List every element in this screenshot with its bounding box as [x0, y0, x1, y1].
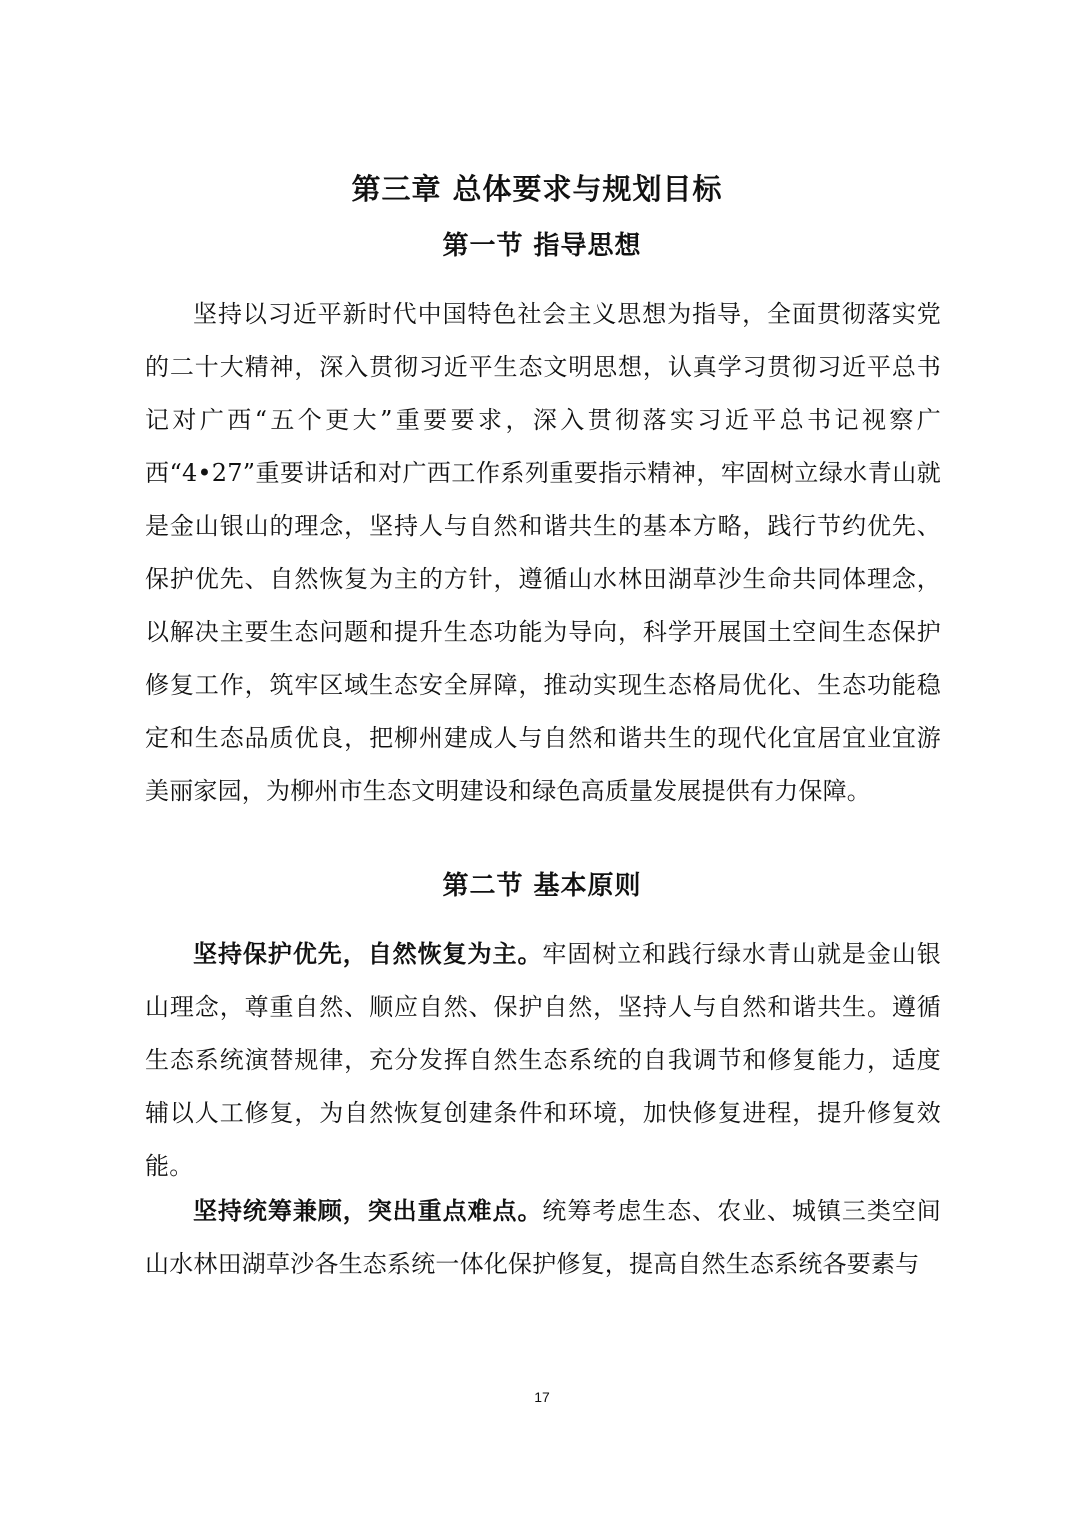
- principle-body: 牢固树立和践行绿水青山就是金山银山理念，尊重自然、顺应自然、保护自然，坚持人与自然和谐共生。遵循生态系统演替规律，充分发挥自然生态系统的自我调节和修复能力，适度辅以人工修复，为自然恢复创建条件和环境，加快修复进程，提升修复效能。: [145, 940, 941, 1180]
- principle-paragraph: [145, 1185, 941, 1321]
- principle-paragraph: [145, 928, 941, 1193]
- guiding-ideology-paragraph: 坚持以习近平新时代中国特色社会主义思想为指导，全面贯彻落实党的二十大精神，深入贯彻习近平生态文明思想，认真学习贯彻习近平总书记对广西“五个更大”重要要求，深入贯彻落实习近平总书记视察广西“4•27”重要讲话和对广西工作系列重要指示精神，牢固树立绿水青山就是金山银山的理念，坚持人与自然和谐共生的基本方略，践行节约优先、保护优先、自然恢复为主的方针，遵循山水林田湖草沙生命共同体理念，以解决主要生态问题和提升生态功能为导向，科学开展国土空间生态保护修复工作，筑牢区域生态安全屏障，推动实现生态格局优化、生态功能稳定和生态品质优良，把柳州建成人与自然和谐共生的现代化宜居宜业宜游美丽家园，为柳州市生态文明建设和绿色高质量发展提供有力保障。: [145, 300, 941, 805]
- section-title-basic-principles: 第二节 基本原则: [442, 871, 642, 901]
- section-title-guiding-ideology: 第一节 指导思想: [442, 231, 642, 261]
- principle-lead: 坚持统筹兼顾，突出重点难点。: [193, 1197, 543, 1225]
- principle-body: 统筹考虑生态、农业、城镇三类空间山水林田湖草沙各生态系统一体化保护修复，提高自然生态系统各要素与: [145, 1197, 941, 1278]
- page-number: 17: [534, 1389, 550, 1405]
- principle-lead: 坚持保护优先，自然恢复为主。: [193, 940, 543, 968]
- chapter-title: 第三章 总体要求与规划目标: [351, 172, 723, 206]
